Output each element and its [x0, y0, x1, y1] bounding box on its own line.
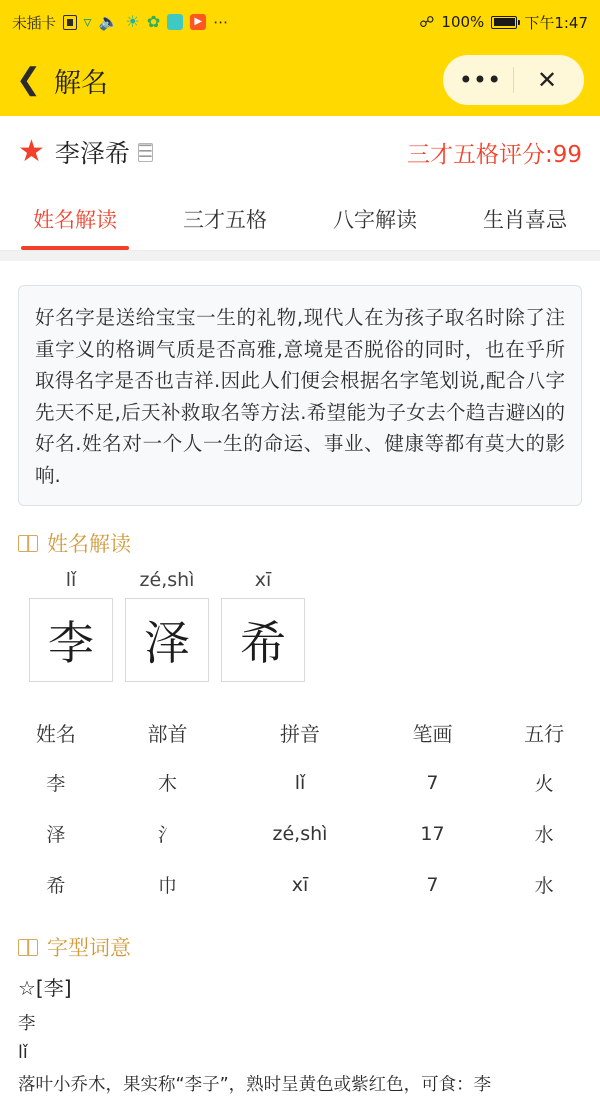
table-row	[0, 859, 600, 910]
character-glyph: 李	[29, 598, 113, 682]
character-pinyin: lǐ	[65, 569, 77, 592]
status-bar-right	[419, 12, 588, 33]
table-cell: 泽	[46, 824, 66, 847]
table-cell: 7	[426, 771, 439, 794]
character-card	[126, 568, 208, 682]
tab-zodiac[interactable]: 生肖喜忌	[483, 208, 567, 232]
table-cell: lǐ	[294, 771, 306, 794]
table-row	[0, 757, 600, 808]
table-cell: 水	[534, 875, 554, 898]
table-cell: 水	[534, 824, 554, 847]
sim-card-icon	[63, 15, 77, 30]
tab-bar	[0, 188, 600, 251]
name-detail-table	[0, 708, 600, 910]
table-header-row	[0, 708, 600, 757]
more-dots-icon: ⋯	[213, 12, 230, 31]
table-cell: 氵	[157, 824, 177, 847]
character-pinyin: xī	[254, 569, 272, 592]
title-bar	[0, 44, 600, 116]
battery-icon	[491, 16, 517, 29]
section-title-glyph-meaning	[18, 932, 582, 962]
battery-percent-label: 100%	[441, 13, 485, 31]
table-header-cell: 五行	[524, 722, 565, 747]
table-header-cell: 姓名	[35, 722, 76, 747]
clock-label: 下午1:47	[524, 13, 588, 32]
table-cell: 木	[157, 773, 177, 796]
tab-name-reading[interactable]: 姓名解读	[0, 188, 150, 250]
tab-sancai-wuge[interactable]: 三才五格	[183, 208, 267, 232]
divider	[513, 67, 514, 93]
section-title-name-reading	[18, 528, 582, 558]
close-button[interactable]: ✕	[536, 66, 558, 94]
teal-app-icon	[167, 14, 183, 30]
character-card	[222, 568, 304, 682]
leaf-icon: ✿	[146, 12, 161, 31]
name-header	[0, 116, 600, 188]
table-header-cell: 笔画	[412, 722, 453, 747]
section-title-label: 字型词意	[47, 936, 131, 961]
table-header-cell: 部首	[147, 722, 188, 747]
score-label: 三才五格评分:99	[406, 141, 582, 168]
table-cell: zé,shì	[272, 822, 328, 845]
table-row	[0, 808, 600, 859]
character-pinyin: zé,shì	[139, 569, 195, 592]
microphone-icon: 🔈	[98, 12, 119, 31]
page-title: 解名	[54, 67, 108, 99]
copy-icon[interactable]: ☰	[137, 142, 154, 162]
meaning-heading: ☆[李]	[18, 976, 72, 1001]
meaning-description: 落叶小乔木，果实称“李子”，熟时呈黄色或紫红色，可食：李	[18, 1074, 492, 1095]
section-divider	[0, 251, 600, 261]
content-scroll-area[interactable]	[0, 261, 600, 1099]
table-cell: 火	[534, 773, 554, 796]
sim-status-label: 未插卡	[12, 13, 56, 32]
book-icon	[18, 535, 38, 552]
table-cell: 巾	[157, 875, 177, 898]
window-controls	[443, 55, 584, 105]
intro-card: 好名字是送给宝宝一生的礼物,现代人在为孩子取名时除了注重字义的格调气质是否高雅,意境是否脱俗的同时，也在乎所取得名字是否也吉祥.因此人们便会根据名字笔划说,配合八字先天不足,后天补救取名等方法.希望能为子女去个趋吉避凶的好名.姓名对一个人一生的命运、事业、健康等都有莫大的影响.	[18, 285, 582, 506]
book-icon	[18, 939, 38, 956]
more-options-button[interactable]: •••	[458, 66, 502, 94]
glyph-meaning-block	[0, 972, 600, 1099]
status-bar-left	[12, 12, 419, 33]
bluetooth-icon: ☍	[419, 12, 435, 31]
status-bar	[0, 0, 600, 44]
table-cell: 李	[46, 773, 66, 796]
meaning-pinyin: lǐ	[18, 1042, 28, 1063]
character-glyph: 希	[221, 598, 305, 682]
character-cards	[0, 564, 600, 682]
media-play-icon: ▶	[190, 14, 206, 30]
tab-bazi-reading[interactable]: 八字解读	[333, 208, 417, 232]
table-cell: 希	[46, 875, 66, 898]
character-glyph: 泽	[125, 598, 209, 682]
table-cell: xī	[291, 873, 309, 896]
character-card	[30, 568, 112, 682]
table-header-cell: 拼音	[279, 722, 320, 747]
section-title-label: 姓名解读	[47, 532, 131, 557]
lightbulb-icon: ☀	[125, 12, 140, 31]
back-chevron-icon[interactable]: ❮	[16, 62, 42, 97]
table-cell: 17	[420, 822, 445, 845]
star-icon: ★	[18, 134, 45, 169]
meaning-char: 李	[18, 1014, 36, 1035]
wifi-icon: ▿	[83, 12, 92, 31]
user-name-label: 李泽希	[54, 139, 130, 168]
table-cell: 7	[426, 873, 439, 896]
